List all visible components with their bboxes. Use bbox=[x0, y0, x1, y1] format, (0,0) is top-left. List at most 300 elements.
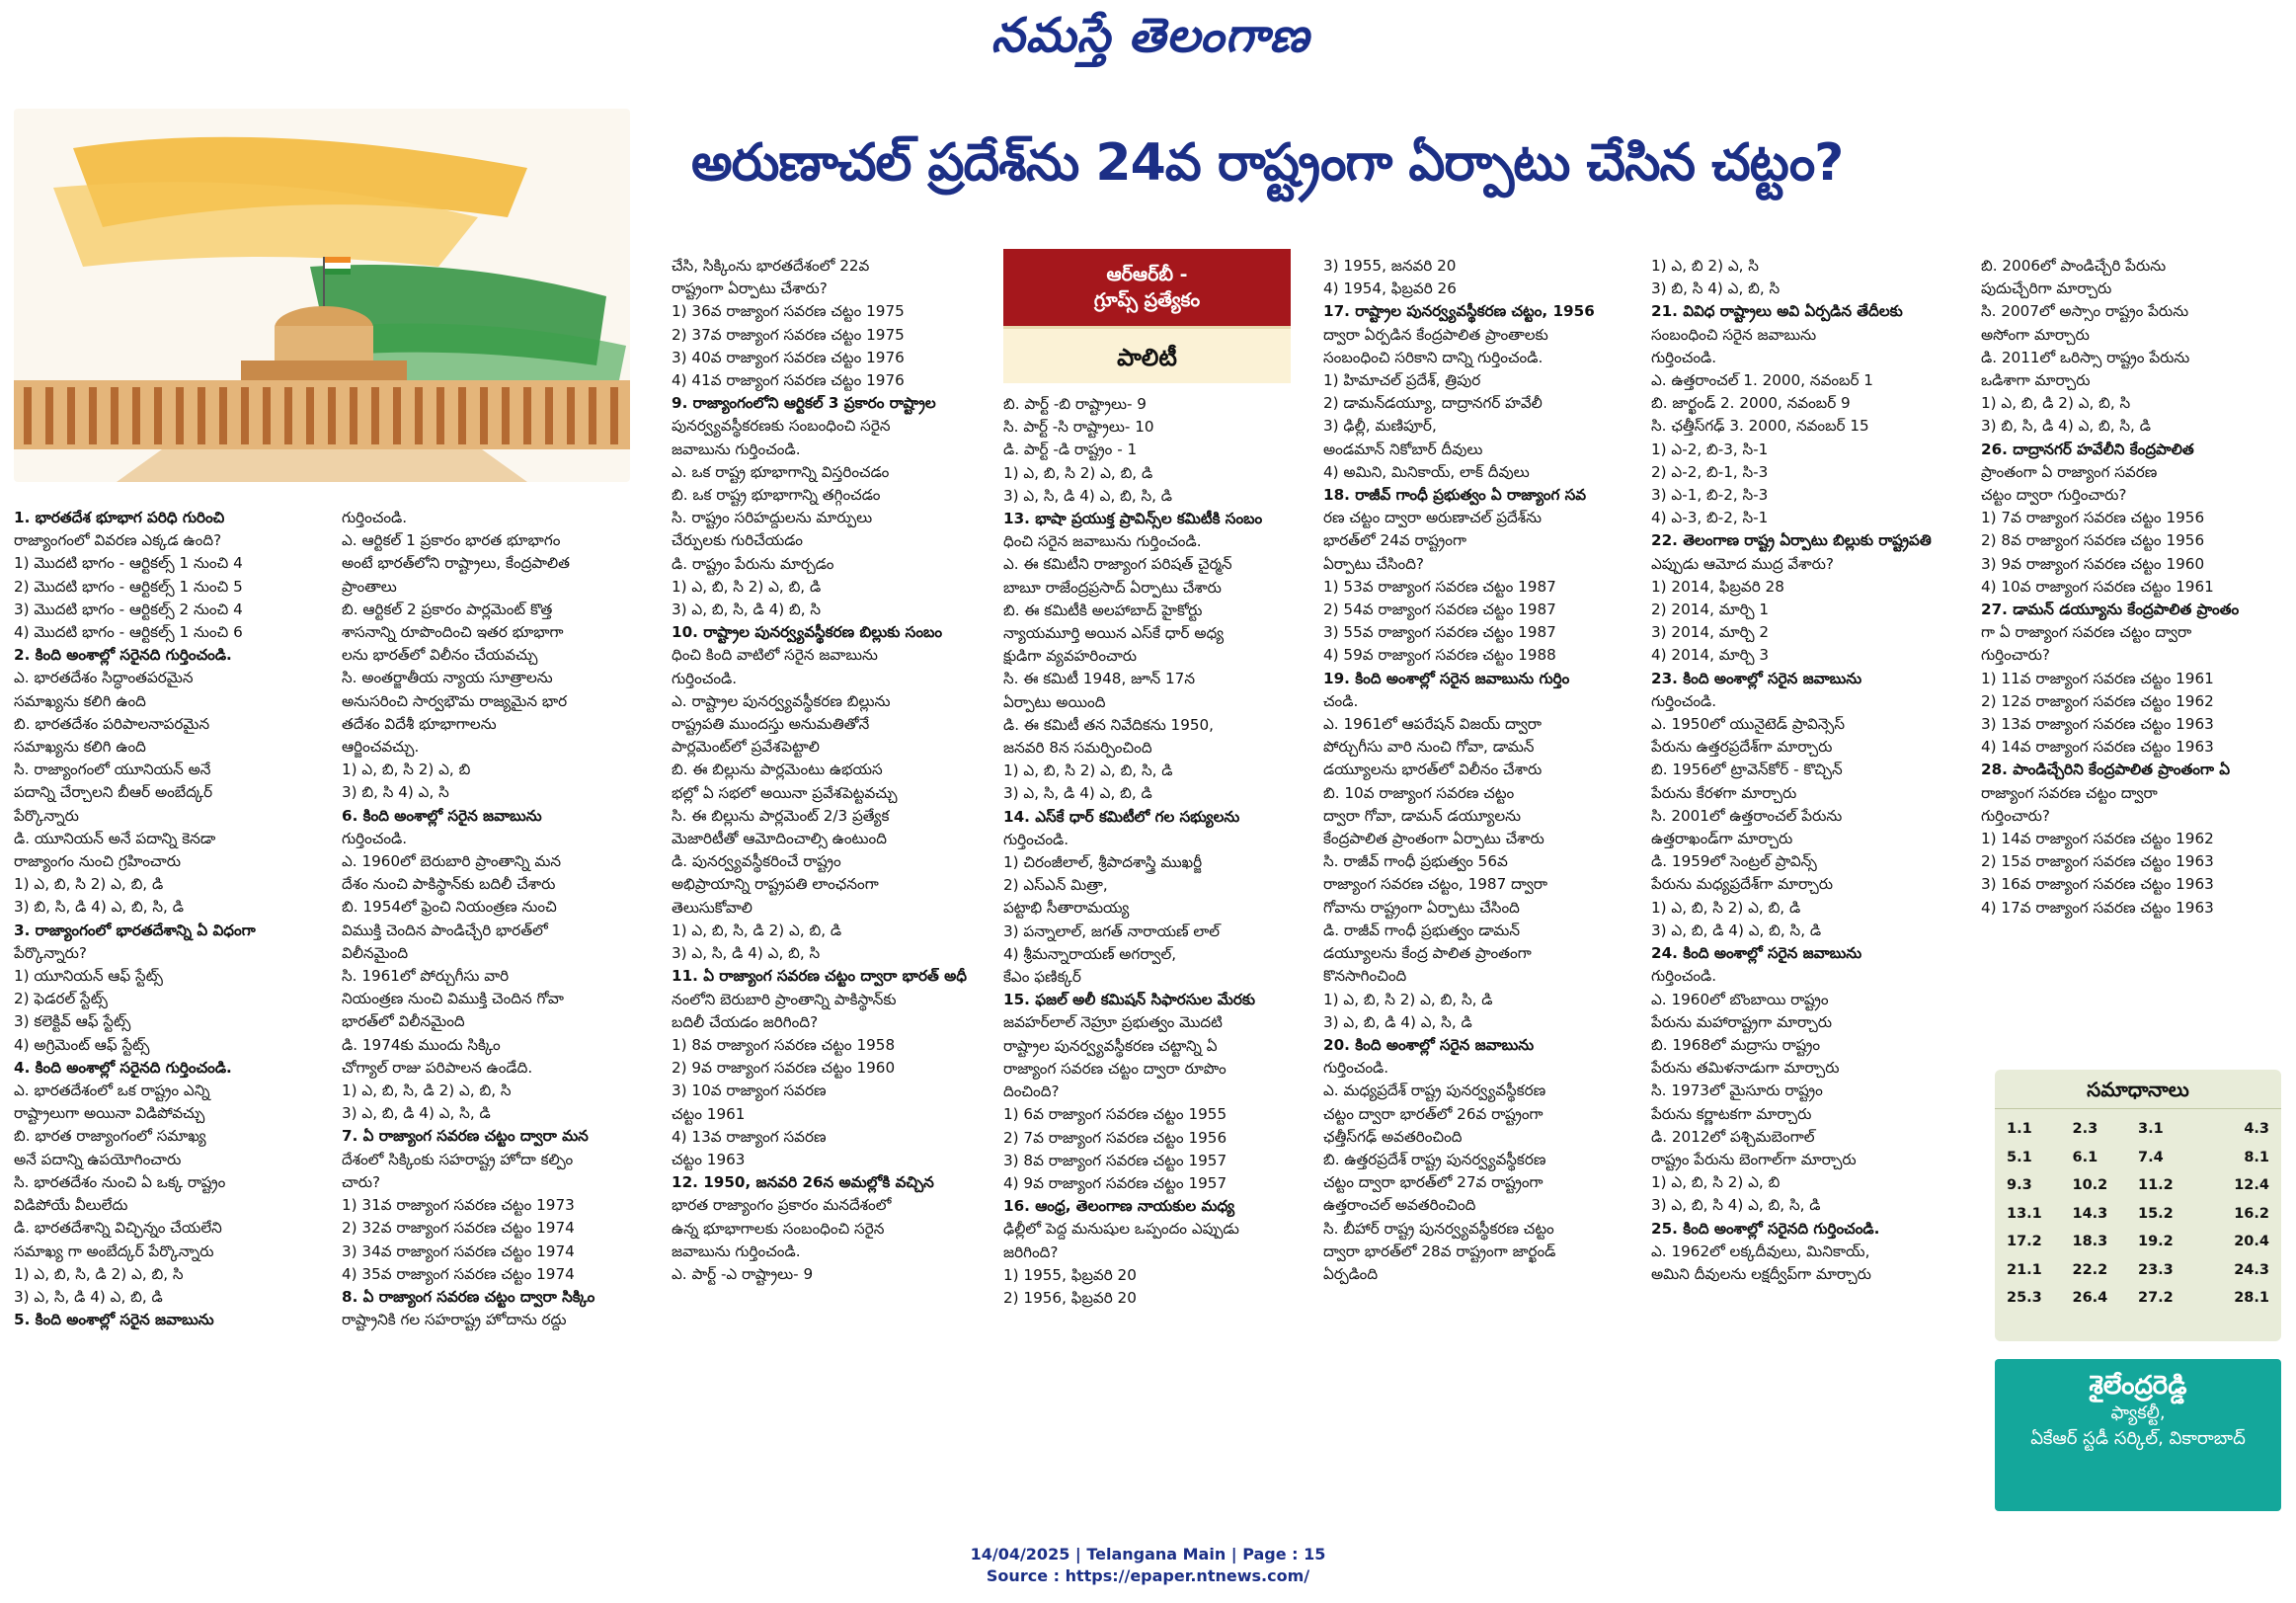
question-line: 4) 2014, మార్చి 3 bbox=[1651, 646, 1770, 665]
question-line: 1) ఎ, బి, సి 2) ఎ, బి, సి, డి bbox=[1003, 761, 1173, 780]
column-3 bbox=[672, 255, 988, 1504]
question-line: 3) 9వ రాజ్యాంగ సవరణ చట్టం 1960 bbox=[1981, 554, 2205, 573]
question-line: అనే పదాన్ని ఉపయోగించారు bbox=[14, 1150, 182, 1168]
question-line: ఒడిశాగా మార్చారు bbox=[1981, 371, 2091, 390]
question-line: భల్లో ఏ సభలో అయినా ప్రవేశపెట్టవచ్చు bbox=[672, 783, 898, 802]
question-line: తెలుసుకోవాలి bbox=[672, 898, 752, 917]
answer-item: 2.3 bbox=[2072, 1121, 2098, 1137]
question-line: సమాఖ్య గా అంబేద్కర్ పేర్కొన్నారు bbox=[14, 1242, 214, 1260]
question-line: బి. 2006లో పాండిచ్చేరి పేరును bbox=[1981, 257, 2167, 275]
question-line: 3) కలెక్టివ్ ఆఫ్ స్టేట్స్ bbox=[14, 1012, 131, 1031]
question-line: 3) ఎ, బి, సి 4) ఎ, బి, సి, డి bbox=[1651, 1196, 1821, 1215]
banner-title bbox=[1003, 249, 1291, 326]
answer-item: 16.2 bbox=[2234, 1205, 2269, 1222]
question-line: 3) 34వ రాజ్యాంగ సవరణ చట్టం 1974 bbox=[342, 1242, 575, 1260]
question-line: కేఎం ఫణిక్కర్ bbox=[1003, 968, 1081, 987]
question-line: 1) ఎ, బి, సి 2) ఎ, బి, డి bbox=[14, 875, 164, 894]
parliament-illustration bbox=[14, 109, 630, 482]
question-line: శాసనాన్ని రూపొందించి ఇతర భూభాగా bbox=[342, 623, 564, 642]
question-line: 1) ఎ, బి, సి 2) ఎ, బి bbox=[1651, 1173, 1781, 1192]
question-line: 2) 12వ రాజ్యాంగ సవరణ చట్టం 1962 bbox=[1981, 691, 2214, 710]
answer-item: 8.1 bbox=[2244, 1149, 2269, 1165]
question-line: గుర్తించండి. bbox=[342, 509, 408, 526]
question-line: డయ్యూలను కేంద్ర పాలిత ప్రాంతంగా bbox=[1323, 944, 1532, 963]
question-line: 2) 1956, ఫిబ్రవరి 20 bbox=[1003, 1288, 1137, 1307]
answers-grid bbox=[1995, 1109, 2281, 1319]
answer-item: 27.2 bbox=[2138, 1290, 2174, 1306]
question-line: 2) 2014, మార్చి 1 bbox=[1651, 601, 1770, 619]
question-line: 3) 55వ రాజ్యాంగ సవరణ చట్టం 1987 bbox=[1323, 623, 1556, 642]
question-line: గుర్తించండి. bbox=[1651, 691, 1717, 710]
question-line: చేసి, సిక్కింను భారతదేశంలో 22వ bbox=[672, 257, 870, 275]
footer-date-page: 14/04/2025 | Telangana Main | Page : 15 bbox=[970, 1545, 1326, 1563]
question-line: బి. ఈ బిల్లును పార్లమెంటు ఉభయస bbox=[672, 761, 883, 779]
question-line: రాజ్యాంగ సవరణ చట్టం ద్వారా bbox=[1981, 783, 2158, 802]
question-line: రాష్ట్రంగా ఏర్పాటు చేశారు? bbox=[672, 280, 828, 298]
question-line: భారత్‌లో విలీనమైంది bbox=[342, 1012, 465, 1031]
question-line: డి. 2011లో ఒరిస్సా రాష్ట్రం పేరును bbox=[1981, 348, 2190, 366]
question-line: 3) ఎ, బి, సి, డి 4) బి, సి bbox=[672, 601, 822, 619]
question-line: 3) బి, సి, డి 4) ఎ, బి, సి, డి bbox=[14, 898, 184, 917]
question-line: సి. పార్ట్ -సి రాష్ట్రాలు- 10 bbox=[1003, 418, 1154, 437]
question-line: ఏర్పాటు అయింది bbox=[1003, 692, 1106, 711]
question-line: గుర్తించారు? bbox=[1981, 806, 2050, 825]
question-line: 1) ఎ-2, బి-3, సి-1 bbox=[1651, 440, 1769, 458]
question-line: 1. భారతదేశ భూభాగ పరిధి గురించి bbox=[14, 509, 225, 526]
answers-box bbox=[1995, 1070, 2281, 1341]
question-line: 19. కింది అంశాల్లో సరైన జవాబును గుర్తిం bbox=[1323, 669, 1570, 687]
question-line: ప్రాంతాలు bbox=[342, 577, 397, 596]
question-line: పార్లమెంట్‌లో ప్రవేశపెట్టాలి bbox=[672, 738, 820, 757]
question-line: ఏర్పడింది bbox=[1323, 1264, 1379, 1283]
question-line: ఢిల్లీలో పెద్ద మనుషుల ఒప్పందం ఎప్పుడు bbox=[1003, 1220, 1239, 1239]
question-line: బాబూ రాజేంద్రప్రసాద్ ఏర్పాటు చేశారు bbox=[1003, 578, 1222, 597]
question-line: 15. ఫజల్ అలీ కమిషన్ సిఫారసుల మేరకు bbox=[1003, 991, 1256, 1009]
question-line: 3) 2014, మార్చి 2 bbox=[1651, 623, 1770, 642]
question-line: చారు? bbox=[342, 1172, 381, 1191]
author-name: శైలేంద్రరెడ్డి bbox=[2089, 1371, 2187, 1401]
question-line: ఎ. భారతదేశంలో ఒక రాష్ట్రం ఎన్ని bbox=[14, 1082, 210, 1100]
question-line: 17. రాష్ట్రాల పునర్వ్యవస్థీకరణ చట్టం, 1956 bbox=[1323, 302, 1595, 321]
question-line: సి. ఈ బిల్లును పార్లమెంట్ 2/3 ప్రత్యేక bbox=[672, 806, 890, 825]
question-line: పేర్కొన్నారు bbox=[14, 806, 79, 825]
question-line: గుర్తించారు? bbox=[1981, 646, 2050, 665]
question-line: ఎ. ఉత్తరాంచల్ 1. 2000, నవంబర్ 1 bbox=[1651, 371, 1873, 390]
question-line: 1) ఎ, బి, సి, డి 2) ఎ, బి, సి bbox=[14, 1264, 184, 1283]
question-line: 8. ఏ రాజ్యాంగ సవరణ చట్టం ద్వారా సిక్కిం bbox=[342, 1287, 595, 1306]
question-line: 1) ఎ, బి, సి 2) ఎ, బి bbox=[342, 761, 471, 779]
banner-subject: పాలిటీ bbox=[1003, 326, 1291, 383]
question-line: 1) ఎ, బి, సి, డి 2) ఎ, బి, సి bbox=[342, 1082, 512, 1100]
column-1 bbox=[14, 507, 330, 1504]
question-line: బి. ఆర్టికల్ 2 ప్రకారం పార్లమెంట్ కొత్త bbox=[342, 600, 553, 618]
question-line: సి. 2001లో ఉత్తరాంచల్ పేరును bbox=[1651, 806, 1843, 825]
question-line: పదాన్ని చేర్చాలని బీఆర్ అంబేద్కర్ bbox=[14, 783, 213, 802]
question-line: ఛత్తీస్‌గఢ్ అవతరించింది bbox=[1323, 1127, 1463, 1146]
question-line: 1) 2014, ఫిబ్రవరి 28 bbox=[1651, 577, 1784, 596]
question-line: 3) ఎ, బి, డి 4) ఎ, బి, సి, డి bbox=[1651, 921, 1822, 939]
question-line: అసోంగా మార్చారు bbox=[1981, 325, 2090, 344]
banner-line1: ఆర్ఆర్‌బీ - bbox=[1106, 264, 1188, 285]
question-line: 1) ఎ, బి, సి, డి 2) ఎ, బి, డి bbox=[672, 921, 842, 939]
question-line: 1) 53వ రాజ్యాంగ సవరణ చట్టం 1987 bbox=[1323, 577, 1556, 596]
answer-item: 17.2 bbox=[2007, 1234, 2042, 1249]
answer-item: 18.3 bbox=[2072, 1234, 2108, 1249]
question-line: 3) 1955, జనవరి 20 bbox=[1323, 257, 1457, 275]
question-line: 4) అమిని, మినికాయ్, లాక్ దీవులు bbox=[1323, 462, 1530, 481]
question-line: సి. 2007లో అస్సాం రాష్ట్రం పేరును bbox=[1981, 302, 2189, 321]
question-line: బి. 10వ రాజ్యాంగ సవరణ చట్టం bbox=[1323, 783, 1515, 802]
question-line: బి. 1968లో మద్రాసు రాష్ట్రం bbox=[1651, 1035, 1821, 1054]
question-line: 9. రాజ్యాంగంలోని ఆర్టికల్ 3 ప్రకారం రాష్ట్రాల bbox=[672, 394, 936, 413]
question-line: రాజ్యాంగం నుంచి గ్రహించారు bbox=[14, 852, 181, 871]
question-line: సి. భారతదేశం నుంచి ఏ ఒక్క రాష్ట్రం bbox=[14, 1172, 226, 1191]
question-line: సి. ఈ కమిటీ 1948, జూన్ 17న bbox=[1003, 670, 1195, 688]
question-line: ఆర్జించవచ్చు. bbox=[342, 738, 420, 757]
question-line: 18. రాజీవ్ గాంధీ ప్రభుత్వం ఏ రాజ్యాంగ సవ bbox=[1323, 486, 1587, 505]
question-line: 1) హిమాచల్ ప్రదేశ్, త్రిపుర bbox=[1323, 371, 1481, 390]
answer-item: 19.2 bbox=[2138, 1234, 2174, 1249]
answer-item: 24.3 bbox=[2234, 1261, 2269, 1278]
answer-item: 23.3 bbox=[2138, 1261, 2174, 1278]
question-line: బి. 1954లో ఫ్రెంచి నియంత్రణ నుంచి bbox=[342, 898, 557, 917]
question-line: సమాఖ్యను కలిగి ఉంది bbox=[14, 691, 146, 710]
question-line: 13. భాషా ప్రయుక్త ప్రావిన్స్‌ల కమిటీకి సంబం bbox=[1003, 510, 1263, 528]
answer-item: 12.4 bbox=[2234, 1177, 2269, 1193]
question-line: ఎ. ఒక రాష్ట్ర భూభాగాన్ని విస్తరించడం bbox=[672, 462, 890, 481]
question-line: 1) ఎ, బి, సి 2) ఎ, బి, సి, డి bbox=[1323, 990, 1493, 1008]
question-line: గా ఏ రాజ్యాంగ సవరణ చట్టం ద్వారా bbox=[1981, 623, 2192, 642]
question-line: 1) చిరంజీలాల్, శ్రీపాదశాస్త్రి ముఖర్జీ bbox=[1003, 853, 1203, 872]
answer-item: 21.1 bbox=[2007, 1261, 2042, 1278]
question-line: డయ్యూలను భారత్‌లో విలీనం చేశారు bbox=[1323, 761, 1543, 779]
question-line: సి. 1973లో మైసూరు రాష్ట్రం bbox=[1651, 1082, 1823, 1100]
question-line: పేరును మహారాష్ట్రగా మార్చారు bbox=[1651, 1012, 1833, 1031]
question-line: 4) శ్రీమన్నారాయణ్ అగర్వాల్, bbox=[1003, 944, 1177, 963]
question-line: క్షుడిగా వ్యవహరించారు bbox=[1003, 647, 1138, 666]
question-line: 2) 37వ రాజ్యాంగ సవరణ చట్టం 1975 bbox=[672, 325, 905, 344]
question-line: గుర్తించండి. bbox=[672, 669, 738, 687]
question-line: 2. కింది అంశాల్లో సరైనది గుర్తించండి. bbox=[14, 646, 232, 665]
question-line: కేంద్రపాలిత ప్రాంతంగా ఏర్పాటు చేశారు bbox=[1323, 830, 1544, 848]
question-line: ఎ. మధ్యప్రదేశ్ రాష్ట్ర పునర్వ్యవస్థీకరణ bbox=[1323, 1082, 1546, 1100]
question-line: పునర్వ్యవస్థీకరణకు సంబంధించి సరైన bbox=[672, 417, 891, 436]
question-line: జవహర్‌లాల్ నెహ్రూ ప్రభుత్వం మొదటి bbox=[1003, 1013, 1223, 1032]
section-banner bbox=[1003, 249, 1291, 383]
question-line: అంటే భారత్‌లోని రాష్ట్రాలు, కేంద్రపాలిత bbox=[342, 554, 570, 573]
question-line: సి. 1961లో పోర్చుగీసు వారి bbox=[342, 967, 510, 986]
question-line: డి. రాష్ట్రం పేరును మార్చడం bbox=[672, 554, 834, 573]
answer-item: 10.2 bbox=[2072, 1177, 2108, 1193]
question-line: ఎ. 1950లో యునైటెడ్ ప్రావిన్సెస్ bbox=[1651, 715, 1846, 734]
question-line: డి. పార్ట్ -డి రాష్ట్రం - 1 bbox=[1003, 441, 1138, 459]
question-line: 22. తెలంగాణ రాష్ట్ర ఏర్పాటు బిల్లుకు రాష్ట్రపతి bbox=[1651, 531, 1932, 550]
question-line: ప్రాంతంగా ఏ రాజ్యాంగ సవరణ bbox=[1981, 462, 2158, 481]
headline: అరుణాచల్ ప్రదేశ్‌ను 24వ రాష్ట్రంగా ఏర్పాటు చేసిన చట్టం? bbox=[691, 133, 1844, 193]
question-line: 1) 8వ రాజ్యాంగ సవరణ చట్టం 1958 bbox=[672, 1035, 896, 1054]
question-line: ఎ. 1960లో బెరుబారి ప్రాంతాన్ని మన bbox=[342, 852, 562, 871]
question-line: 3) ఎ-1, బి-2, సి-3 bbox=[1651, 486, 1769, 505]
question-line: 4) 9వ రాజ్యాంగ సవరణ చట్టం 1957 bbox=[1003, 1173, 1227, 1192]
question-line: పుదుచ్చేరిగా మార్చారు bbox=[1981, 280, 2112, 298]
question-line: పేరును ఉత్తరప్రదేశ్‌గా మార్చారు bbox=[1651, 738, 1833, 757]
question-line: 1) 14వ రాజ్యాంగ సవరణ చట్టం 1962 bbox=[1981, 830, 2214, 848]
column-7 bbox=[1981, 255, 2291, 1065]
question-line: 3. రాజ్యాంగంలో భారతదేశాన్ని ఏ విధంగా bbox=[14, 921, 256, 939]
answer-item: 13.1 bbox=[2007, 1205, 2042, 1222]
question-line: 2) ఫెడరల్ స్టేట్స్ bbox=[14, 990, 108, 1008]
question-line: రాష్ట్రాల పునర్వ్యవస్థీకరణ చట్టాన్ని ఏ bbox=[1003, 1036, 1218, 1055]
question-line: రణ చట్టం ద్వారా అరుణాచల్ ప్రదేశ్‌ను bbox=[1323, 509, 1543, 527]
question-line: చట్టం ద్వారా భారత్‌లో 26వ రాష్ట్రంగా bbox=[1323, 1104, 1544, 1123]
question-line: బి. ఒక రాష్ట్ర భూభాగాన్ని తగ్గించడం bbox=[672, 486, 881, 505]
question-line: గుర్తించండి. bbox=[1323, 1059, 1389, 1078]
question-line: ఎ. రాష్ట్రాల పునర్వ్యవస్థీకరణ బిల్లును bbox=[672, 691, 891, 710]
question-line: పోర్చుగీసు వారి నుంచి గోవా, డామన్ bbox=[1323, 738, 1535, 757]
question-line: బి. భారతదేశం పరిపాలనాపరమైన bbox=[14, 714, 210, 733]
footer-source: Source : https://epaper.ntnews.com/ bbox=[986, 1566, 1310, 1585]
question-line: పేరును కర్ణాటకగా మార్చారు bbox=[1651, 1104, 1812, 1123]
question-line: సి. రాష్ట్రం సరిహద్దులను మార్పులు bbox=[672, 509, 873, 527]
question-line: సి. రాజీవ్ గాంధీ ప్రభుత్వం 56వ bbox=[1323, 852, 1508, 871]
question-line: 3) 13వ రాజ్యాంగ సవరణ చట్టం 1963 bbox=[1981, 715, 2214, 734]
question-line: డి. 1974కు ముందు సిక్కిం bbox=[342, 1035, 501, 1054]
question-line: బి. 1956లో ట్రావెన్‌కోర్ - కొచ్చిన్ bbox=[1651, 761, 1843, 779]
answer-item: 6.1 bbox=[2072, 1149, 2098, 1165]
question-line: జవాబును గుర్తించండి. bbox=[672, 440, 801, 458]
question-line: 4) 1954, ఫిబ్రవరి 26 bbox=[1323, 280, 1457, 298]
question-line: చేర్పులకు గురిచేయడం bbox=[672, 531, 803, 550]
question-line: 3) 40వ రాజ్యాంగ సవరణ చట్టం 1976 bbox=[672, 348, 905, 366]
question-line: 20. కింది అంశాల్లో సరైన జవాబును bbox=[1323, 1035, 1535, 1054]
question-line: 3) ఎ, సి, డి 4) ఎ, బి, సి bbox=[672, 944, 821, 963]
answer-item: 26.4 bbox=[2072, 1290, 2108, 1306]
question-line: 2) 9వ రాజ్యాంగ సవరణ చట్టం 1960 bbox=[672, 1059, 896, 1078]
question-line: రాష్ట్రపతి ముందస్తు అనుమతితోనే bbox=[672, 715, 870, 734]
question-line: జవాబును గుర్తించండి. bbox=[672, 1242, 801, 1260]
question-line: అమిని దీవులను లక్షద్వీప్‌గా మార్చారు bbox=[1651, 1264, 1871, 1283]
question-line: 2) 8వ రాజ్యాంగ సవరణ చట్టం 1956 bbox=[1981, 531, 2205, 550]
question-line: జనవరి 8న సమర్పించింది bbox=[1003, 739, 1152, 758]
question-line: గుర్తించండి. bbox=[342, 829, 408, 847]
question-line: న్యాయమూర్తి అయిన ఎస్‌కే ధార్ అధ్య bbox=[1003, 624, 1225, 643]
question-line: రాష్ట్రం పేరును బెంగాల్‌గా మార్చారు bbox=[1651, 1150, 1857, 1168]
question-line: ఎ. భారతదేశం సిద్ధాంతపరమైన bbox=[14, 669, 194, 687]
question-line: 4) 35వ రాజ్యాంగ సవరణ చట్టం 1974 bbox=[342, 1264, 575, 1283]
question-line: చట్టం 1963 bbox=[672, 1150, 746, 1168]
question-line: 3) ఎ, సి, డి 4) ఎ, బి, సి, డి bbox=[1003, 486, 1173, 505]
question-line: 4) 59వ రాజ్యాంగ సవరణ చట్టం 1988 bbox=[1323, 646, 1556, 665]
page-footer bbox=[849, 1544, 1447, 1587]
question-line: 2) ఎస్ఎన్ మిత్రా, bbox=[1003, 876, 1108, 895]
question-line: 2) 54వ రాజ్యాంగ సవరణ చట్టం 1987 bbox=[1323, 601, 1556, 619]
question-line: 23. కింది అంశాల్లో సరైన జవాబును bbox=[1651, 669, 1862, 687]
answer-item: 25.3 bbox=[2007, 1290, 2042, 1306]
question-line: 14. ఎస్‌కే ధార్ కమిటీలో గల సభ్యులను bbox=[1003, 807, 1240, 826]
question-line: 26. దాద్రానగర్ హవేలీని కేంద్రపాలిత bbox=[1981, 440, 2194, 458]
question-line: డి. 2012లో పశ్చిమబెంగాల్ bbox=[1651, 1127, 1815, 1146]
question-line: 4) అగ్రిమెంట్ ఆఫ్ స్టేట్స్ bbox=[14, 1035, 150, 1054]
question-line: 21. వివిధ రాష్ట్రాలు అవి ఏర్పడిన తేదీలకు bbox=[1651, 302, 1903, 321]
question-line: చట్టం ద్వారా గుర్తించారు? bbox=[1981, 486, 2127, 505]
answer-item: 3.1 bbox=[2138, 1121, 2164, 1137]
question-line: ఎ. 1962లో లక్కదీవులు, మినికాయ్, bbox=[1651, 1242, 1870, 1260]
question-line: సి. ఛత్తీస్‌గఢ్ 3. 2000, నవంబర్ 15 bbox=[1651, 417, 1869, 436]
question-line: తదేశం విదేశీ భూభాగాలను bbox=[342, 714, 497, 733]
question-line: 11. ఏ రాజ్యాంగ సవరణ చట్టం ద్వారా భారత్ అధీ bbox=[672, 967, 967, 986]
question-line: సంబంధించి సరైన జవాబును bbox=[1651, 325, 1817, 344]
question-line: సి. అంతర్జాతీయ న్యాయ సూత్రాలను bbox=[342, 669, 553, 687]
question-line: 1) మొదటి భాగం - ఆర్టికల్స్ 1 నుంచి 4 bbox=[14, 554, 243, 573]
question-line: 4) 14వ రాజ్యాంగ సవరణ చట్టం 1963 bbox=[1981, 738, 2214, 757]
question-line: ఎ. 1960లో బొంబాయి రాష్ట్రం bbox=[1651, 990, 1829, 1008]
question-line: 3) ఢిల్లీ, మణిపూర్, bbox=[1323, 417, 1437, 436]
question-line: నియంత్రణ నుంచి విముక్తి చెందిన గోవా bbox=[342, 990, 564, 1008]
author-org: ఏకేఆర్ స్టడీ సర్కిల్, వికారాబాద్ bbox=[2030, 1428, 2246, 1449]
question-line: రాజ్యాంగంలో వివరణ ఎక్కడ ఉంది? bbox=[14, 531, 222, 550]
question-line: గుర్తించండి. bbox=[1651, 967, 1717, 986]
question-line: ఏర్పాటు చేసింది? bbox=[1323, 554, 1424, 573]
question-line: 1) యూనియన్ ఆఫ్ స్టేట్స్ bbox=[14, 967, 163, 986]
question-line: 3) బి, సి 4) ఎ, బి, సి bbox=[1651, 280, 1781, 298]
question-line: బదిలీ చేయడం జరిగింది? bbox=[672, 1012, 819, 1031]
question-line: నంలోని బెరుబారి ప్రాంతాన్ని పాకిస్థాన్‌కు bbox=[672, 990, 897, 1008]
banner-line2: గ్రూప్స్ ప్రత్యేకం bbox=[1093, 289, 1201, 311]
question-line: లను భారత్‌లో విలీనం చేయవచ్చు bbox=[342, 646, 538, 665]
question-line: 4) 10వ రాజ్యాంగ సవరణ చట్టం 1961 bbox=[1981, 577, 2214, 596]
question-line: దేశం నుంచి పాకిస్థాన్‌కు బదిలీ చేశారు bbox=[342, 875, 556, 894]
question-line: ఎ. ఆర్టికల్ 1 ప్రకారం భారత భూభాగం bbox=[342, 531, 561, 550]
question-line: ఎ. 1961లో ఆపరేషన్ విజయ్ ద్వారా bbox=[1323, 715, 1543, 734]
question-line: 3) మొదటి భాగం - ఆర్టికల్స్ 2 నుంచి 4 bbox=[14, 600, 243, 618]
question-line: 3) బి, సి, డి 4) ఎ, బి, సి, డి bbox=[1981, 417, 2151, 436]
question-line: 3) 10వ రాజ్యాంగ సవరణ bbox=[672, 1082, 827, 1100]
question-line: డి. 1959లో సెంట్రల్ ప్రావిన్స్ bbox=[1651, 852, 1817, 871]
question-line: 4) మొదటి భాగం - ఆర్టికల్స్ 1 నుంచి 6 bbox=[14, 623, 243, 642]
question-line: సంబంధించి సరికాని దాన్ని గుర్తించండి. bbox=[1323, 348, 1544, 366]
answer-item: 4.3 bbox=[2244, 1121, 2269, 1137]
question-line: ద్వారా భారత్‌లో 28వ రాష్ట్రంగా జార్ఖండ్ bbox=[1323, 1242, 1556, 1260]
question-line: 3) ఎ, బి, డి 4) ఎ, సి, డి bbox=[1323, 1012, 1472, 1031]
question-line: బి. పార్ట్ -బి రాష్ట్రాలు- 9 bbox=[1003, 395, 1147, 413]
question-line: 2) 32వ రాజ్యాంగ సవరణ చట్టం 1974 bbox=[342, 1219, 575, 1238]
question-line: ఎ. ఈ కమిటీని రాజ్యాంగ పరిషత్ చైర్మన్ bbox=[1003, 555, 1232, 574]
parliament-image bbox=[14, 109, 630, 482]
column-6 bbox=[1651, 255, 1972, 1504]
question-line: విముక్తి చెందిన పాండిచ్చేరి భారత్‌లో bbox=[342, 921, 548, 939]
question-line: డి. పునర్వ్యవస్థీకరించే రాష్ట్రం bbox=[672, 852, 841, 871]
question-line: గోవాను రాష్ట్రంగా ఏర్పాటు చేసింది bbox=[1323, 898, 1520, 917]
question-line: అభిప్రాయాన్ని రాష్ట్రపతి లాంఛనంగా bbox=[672, 875, 879, 894]
answer-item: 1.1 bbox=[2007, 1121, 2032, 1137]
question-line: 3) 8వ రాజ్యాంగ సవరణ చట్టం 1957 bbox=[1003, 1151, 1227, 1169]
question-line: 2) 15వ రాజ్యాంగ సవరణ చట్టం 1963 bbox=[1981, 852, 2214, 871]
question-line: సమాఖ్యను కలిగి ఉంది bbox=[14, 738, 146, 757]
answers-title: సమాధానాలు bbox=[1995, 1070, 2281, 1109]
answer-item: 14.3 bbox=[2072, 1205, 2108, 1222]
column-5 bbox=[1323, 255, 1644, 1504]
question-line: భారత్‌లో 24వ రాష్ట్రంగా bbox=[1323, 531, 1466, 550]
question-line: 1) 7వ రాజ్యాంగ సవరణ చట్టం 1956 bbox=[1981, 509, 2205, 527]
question-line: 3) 16వ రాజ్యాంగ సవరణ చట్టం 1963 bbox=[1981, 875, 2214, 894]
question-line: సి. రాజ్యాంగంలో యూనియన్ అనే bbox=[14, 761, 211, 779]
question-line: డి. రాజీవ్ గాంధీ ప్రభుత్వం డామన్ bbox=[1323, 921, 1521, 939]
question-line: రాష్ట్రానికి గల సహరాష్ట్ర హోదాను రద్దు bbox=[342, 1311, 567, 1329]
question-line: 3) బి, సి 4) ఎ, సి bbox=[342, 783, 449, 802]
question-line: డి. భారతదేశాన్ని విచ్ఛిన్నం చేయలేని bbox=[14, 1219, 222, 1238]
question-line: ద్వారా ఏర్పడిన కేంద్రపాలిత ప్రాంతాలకు bbox=[1323, 325, 1548, 344]
question-line: ఎప్పుడు ఆమోద ముద్ర వేశారు? bbox=[1651, 554, 1834, 573]
question-line: 12. 1950, జనవరి 26న అమల్లోకి వచ్చిన bbox=[672, 1173, 934, 1192]
question-line: 1) 36వ రాజ్యాంగ సవరణ చట్టం 1975 bbox=[672, 302, 905, 321]
answer-item: 5.1 bbox=[2007, 1149, 2032, 1165]
column-2 bbox=[342, 507, 658, 1504]
question-line: పట్టాభి సీతారామయ్య bbox=[1003, 899, 1130, 918]
answer-item: 11.2 bbox=[2138, 1177, 2174, 1193]
question-line: 1) ఎ, బి, డి 2) ఎ, బి, సి bbox=[1981, 394, 2131, 413]
question-line: 25. కింది అంశాల్లో సరైనది గుర్తించండి. bbox=[1651, 1219, 1880, 1238]
question-line: 4) 41వ రాజ్యాంగ సవరణ చట్టం 1976 bbox=[672, 371, 905, 390]
question-line: బి. జార్ఖండ్ 2. 2000, నవంబర్ 9 bbox=[1651, 394, 1851, 413]
answer-item: 9.3 bbox=[2007, 1177, 2032, 1193]
question-line: 4) 17వ రాజ్యాంగ సవరణ చట్టం 1963 bbox=[1981, 898, 2214, 917]
question-line: రాజ్యాంగ సవరణ చట్టం ద్వారా రూపొం bbox=[1003, 1059, 1227, 1078]
question-line: ధించి కింది వాటిలో సరైన జవాబును bbox=[672, 646, 878, 665]
question-line: ధించి సరైన జవాబును గుర్తించండి. bbox=[1003, 532, 1202, 551]
question-line: బి. ఈ కమిటీకి అలహాబాద్ హైకోర్టు bbox=[1003, 601, 1203, 619]
question-line: చట్టం ద్వారా భారత్‌లో 27వ రాష్ట్రంగా bbox=[1323, 1173, 1544, 1192]
question-line: పేరును మధ్యప్రదేశ్‌గా మార్చారు bbox=[1651, 875, 1834, 894]
question-line: 1) ఎ, బి, సి 2) ఎ, బి, డి bbox=[1651, 898, 1801, 917]
question-line: ఉత్తరాఖండ్‌గా మార్చారు bbox=[1651, 830, 1793, 848]
question-line: 4) ఎ-3, బి-2, సి-1 bbox=[1651, 509, 1769, 527]
question-line: 2) 7వ రాజ్యాంగ సవరణ చట్టం 1956 bbox=[1003, 1128, 1227, 1147]
question-line: అనుసరించి సార్వభౌమ రాజ్యమైన భార bbox=[342, 691, 568, 710]
question-line: 10. రాష్ట్రాల పునర్వ్యవస్థీకరణ బిల్లుకు సంబం bbox=[672, 623, 943, 642]
question-line: 1) ఎ, బి 2) ఎ, సి bbox=[1651, 257, 1759, 275]
question-line: 7. ఏ రాజ్యాంగ సవరణ చట్టం ద్వారా మన bbox=[342, 1127, 589, 1146]
question-line: బి. భారత రాజ్యాంగంలో సమాఖ్య bbox=[14, 1127, 206, 1146]
question-line: 1) 1955, ఫిబ్రవరి 20 bbox=[1003, 1265, 1137, 1284]
question-line: 1) ఎ, బి, సి 2) ఎ, బి, డి bbox=[672, 577, 822, 596]
question-line: 27. డామన్ డయ్యూను కేంద్రపాలిత ప్రాంతం bbox=[1981, 601, 2240, 619]
question-line: డి. యూనియన్ అనే పదాన్ని కెనడా bbox=[14, 829, 216, 847]
question-line: 1) 11వ రాజ్యాంగ సవరణ చట్టం 1961 bbox=[1981, 669, 2214, 687]
question-line: రాష్ట్రాలుగా అయినా విడిపోవచ్చు bbox=[14, 1104, 205, 1123]
question-line: 4. కింది అంశాల్లో సరైనది గుర్తించండి. bbox=[14, 1058, 232, 1077]
question-line: 2) ఎ-2, బి-1, సి-3 bbox=[1651, 462, 1769, 481]
question-line: డి. ఈ కమిటీ తన నివేదికను 1950, bbox=[1003, 715, 1215, 734]
question-line: 4) 13వ రాజ్యాంగ సవరణ bbox=[672, 1127, 827, 1146]
author-role: ఫ్యాకల్టీ, bbox=[2110, 1403, 2166, 1423]
question-line: జరిగింది? bbox=[1003, 1242, 1059, 1261]
question-line: పేరును తమిళనాడుగా మార్చారు bbox=[1651, 1059, 1840, 1078]
question-line: 2) డామన్‌డయ్యూ, దాద్రానగర్ హవేలీ bbox=[1323, 394, 1543, 413]
question-line: ఉత్తరాంచల్ అవతరించింది bbox=[1323, 1196, 1476, 1215]
question-line: 28. పాండిచ్చేరిని కేంద్రపాలిత ప్రాంతంగా ఏ bbox=[1981, 761, 2231, 779]
answer-item: 20.4 bbox=[2234, 1234, 2269, 1249]
question-line: 6. కింది అంశాల్లో సరైన జవాబును bbox=[342, 806, 542, 825]
question-line: విలీనమైంది bbox=[342, 943, 409, 962]
question-line: చండి. bbox=[1323, 691, 1359, 710]
question-line: 1) ఎ, బి, సి 2) ఎ, బి, డి bbox=[1003, 463, 1153, 482]
question-line: దించింది? bbox=[1003, 1082, 1060, 1101]
question-line: మెజారిటీతో ఆమోదించాల్సి ఉంటుంది bbox=[672, 830, 887, 848]
question-line: గుర్తించండి. bbox=[1651, 348, 1717, 366]
question-line: 1) 31వ రాజ్యాంగ సవరణ చట్టం 1973 bbox=[342, 1196, 575, 1215]
question-line: కొనసాగించింది bbox=[1323, 967, 1407, 986]
question-line: ఉన్న భూభాగాలకు సంబంధించి సరైన bbox=[672, 1219, 885, 1238]
